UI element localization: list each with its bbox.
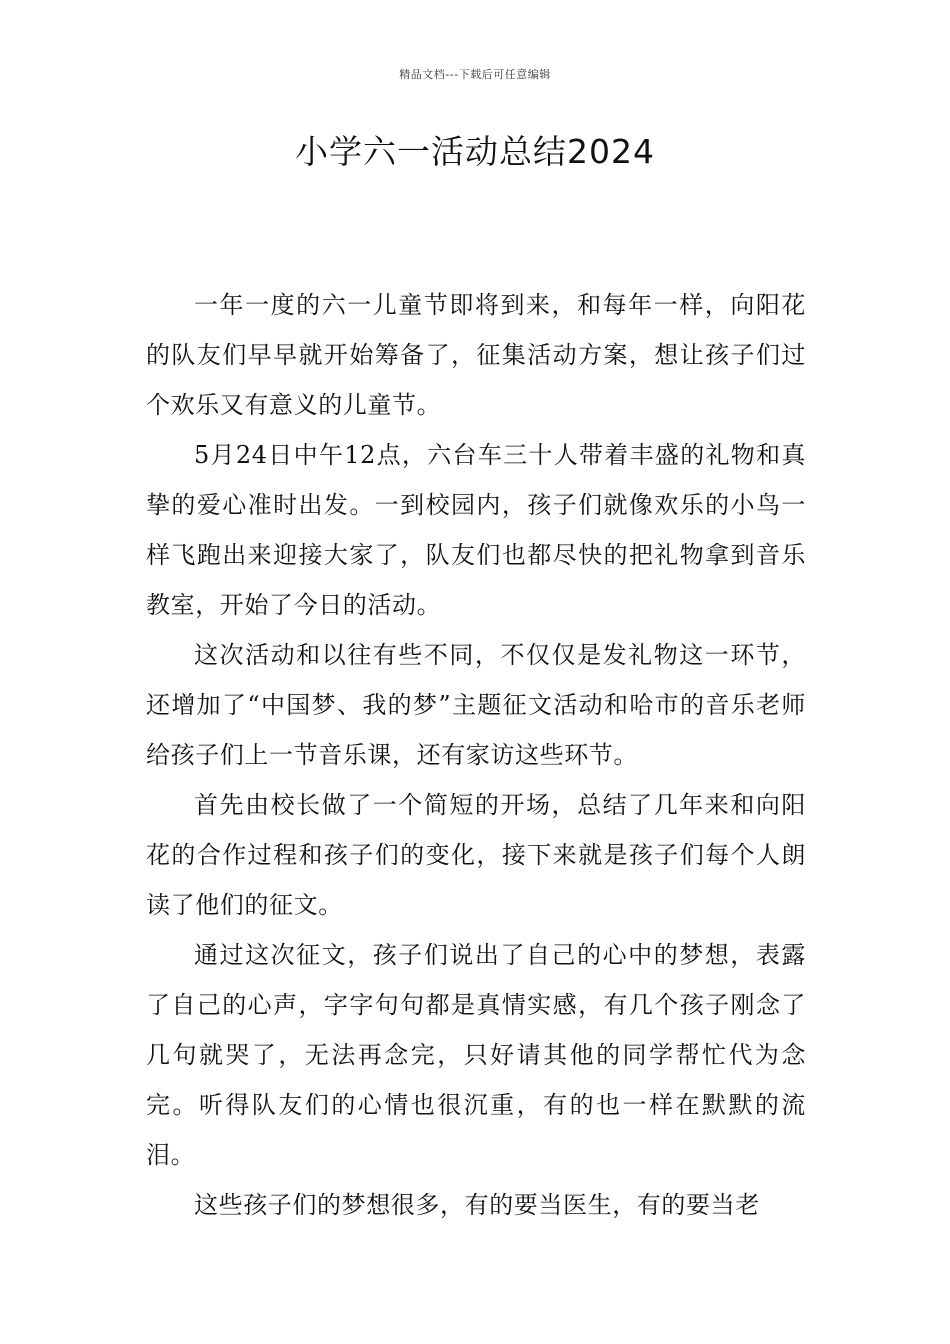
paragraph: 这次活动和以往有些不同，不仅仅是发礼物这一环节，还增加了“中国梦、我的梦”主题征文活动和哈市的音乐老师给孩子们上一节音乐课，还有家访这些环节。 [146,641,806,769]
document-title: 小学六一活动总结2024 [295,132,655,171]
paragraph: 通过这次征文，孩子们说出了自己的心中的梦想，表露了自己的心声，字字句句都是真情实感，有几个孩子刚念了几句就哭了，无法再念完，只好请其他的同学帮忙代为念完。听得队友们的心情也很沉重，有的也一样在默默的流泪。 [146,941,806,1169]
paragraph: 这些孩子们的梦想很多，有的要当医生，有的要当老 [194,1191,760,1219]
header-note: 精品文档---下载后可任意编辑 [399,68,551,81]
paragraph: 一年一度的六一儿童节即将到来，和每年一样，向阳花的队友们早早就开始筹备了，征集活动方案，想让孩子们过个欢乐又有意义的儿童节。 [146,291,806,419]
document-body [146,280,806,1230]
paragraph: 首先由校长做了一个简短的开场，总结了几年来和向阳花的合作过程和孩子们的变化，接下来就是孩子们每个人朗读了他们的征文。 [146,791,806,919]
paragraph: 5月24日中午12点，六台车三十人带着丰盛的礼物和真挚的爱心准时出发。一到校园内，孩子们就像欢乐的小鸟一样飞跑出来迎接大家了，队友们也都尽快的把礼物拿到音乐教室，开始了今日的活动。 [146,441,806,619]
